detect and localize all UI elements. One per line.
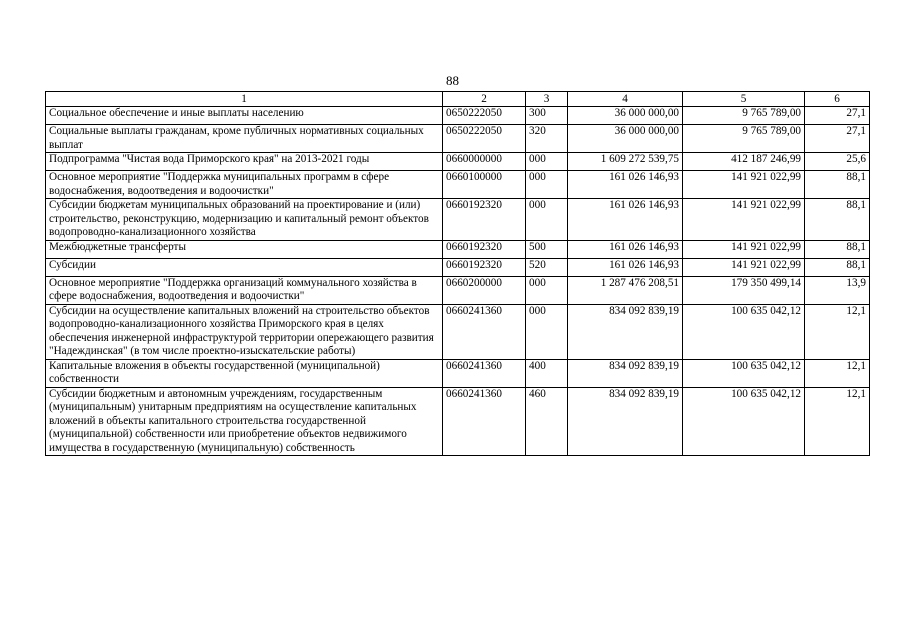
header-cell: 3 bbox=[526, 92, 568, 107]
row-code: 0660200000 bbox=[443, 276, 526, 304]
row-percent: 12,1 bbox=[805, 359, 870, 387]
row-percent: 27,1 bbox=[805, 125, 870, 153]
row-code: 0660241360 bbox=[443, 359, 526, 387]
row-plan: 161 026 146,93 bbox=[568, 171, 683, 199]
row-name: Субсидии bbox=[46, 258, 443, 276]
row-expense-type: 000 bbox=[526, 171, 568, 199]
row-code: 0650222050 bbox=[443, 107, 526, 125]
row-expense-type: 520 bbox=[526, 258, 568, 276]
row-code: 0660241360 bbox=[443, 304, 526, 359]
row-code: 0660000000 bbox=[443, 153, 526, 171]
row-plan: 161 026 146,93 bbox=[568, 258, 683, 276]
row-name: Капитальные вложения в объекты государственной (муниципальной) собственности bbox=[46, 359, 443, 387]
row-fact: 100 635 042,12 bbox=[683, 387, 805, 456]
row-percent: 12,1 bbox=[805, 304, 870, 359]
header-cell: 4 bbox=[568, 92, 683, 107]
table-row bbox=[46, 276, 870, 304]
table-row bbox=[46, 107, 870, 125]
row-plan: 834 092 839,19 bbox=[568, 359, 683, 387]
row-percent: 88,1 bbox=[805, 171, 870, 199]
row-expense-type: 460 bbox=[526, 387, 568, 456]
table-row bbox=[46, 240, 870, 258]
row-fact: 141 921 022,99 bbox=[683, 199, 805, 241]
row-expense-type: 000 bbox=[526, 276, 568, 304]
row-name: Социальное обеспечение и иные выплаты населению bbox=[46, 107, 443, 125]
row-code: 0660192320 bbox=[443, 258, 526, 276]
table-row bbox=[46, 258, 870, 276]
row-fact: 141 921 022,99 bbox=[683, 171, 805, 199]
row-fact: 100 635 042,12 bbox=[683, 304, 805, 359]
row-expense-type: 000 bbox=[526, 199, 568, 241]
row-fact: 141 921 022,99 bbox=[683, 258, 805, 276]
table-row bbox=[46, 199, 870, 241]
row-expense-type: 320 bbox=[526, 125, 568, 153]
row-plan: 1 287 476 208,51 bbox=[568, 276, 683, 304]
row-name: Субсидии бюджетным и автономным учреждениям, государственным (муниципальным) унитарным предприятиям на осуществление капитальных вложений в объекты капитального строительства государственной (муниципальной) собственности или приобретение объектов недвижимого имущества в государственную (муниципальную) собственность bbox=[46, 387, 443, 456]
header-cell: 1 bbox=[46, 92, 443, 107]
row-fact: 412 187 246,99 bbox=[683, 153, 805, 171]
row-plan: 834 092 839,19 bbox=[568, 304, 683, 359]
row-code: 0650222050 bbox=[443, 125, 526, 153]
row-name: Субсидии на осуществление капитальных вложений на строительство объектов водопроводно-канализационного хозяйства Приморского края в целях обеспечения инженерной инфраструктурой территории опережающего развития "Надеждинская" (в том числе проектно-изыскательские работы) bbox=[46, 304, 443, 359]
row-code: 0660100000 bbox=[443, 171, 526, 199]
row-plan: 834 092 839,19 bbox=[568, 387, 683, 456]
row-code: 0660241360 bbox=[443, 387, 526, 456]
row-expense-type: 000 bbox=[526, 304, 568, 359]
row-name: Социальные выплаты гражданам, кроме публичных нормативных социальных выплат bbox=[46, 125, 443, 153]
page-number: 88 bbox=[446, 73, 459, 88]
row-percent: 25,6 bbox=[805, 153, 870, 171]
table-row bbox=[46, 387, 870, 456]
header-row bbox=[46, 92, 870, 107]
row-expense-type: 400 bbox=[526, 359, 568, 387]
table-row bbox=[46, 359, 870, 387]
budget-table bbox=[45, 91, 870, 456]
row-fact: 179 350 499,14 bbox=[683, 276, 805, 304]
row-percent: 88,1 bbox=[805, 240, 870, 258]
row-fact: 9 765 789,00 bbox=[683, 125, 805, 153]
row-percent: 88,1 bbox=[805, 258, 870, 276]
header-cell: 5 bbox=[683, 92, 805, 107]
row-name: Основное мероприятие "Поддержка муниципальных программ в сфере водоснабжения, водоотведения и водоочистки" bbox=[46, 171, 443, 199]
row-percent: 12,1 bbox=[805, 387, 870, 456]
row-plan: 161 026 146,93 bbox=[568, 240, 683, 258]
row-percent: 13,9 bbox=[805, 276, 870, 304]
row-name: Межбюджетные трансферты bbox=[46, 240, 443, 258]
header-cell: 2 bbox=[443, 92, 526, 107]
row-expense-type: 000 bbox=[526, 153, 568, 171]
row-percent: 88,1 bbox=[805, 199, 870, 241]
row-fact: 9 765 789,00 bbox=[683, 107, 805, 125]
row-fact: 141 921 022,99 bbox=[683, 240, 805, 258]
table-row bbox=[46, 304, 870, 359]
row-name: Подпрограмма "Чистая вода Приморского края" на 2013-2021 годы bbox=[46, 153, 443, 171]
row-plan: 161 026 146,93 bbox=[568, 199, 683, 241]
row-expense-type: 300 bbox=[526, 107, 568, 125]
row-percent: 27,1 bbox=[805, 107, 870, 125]
table-row bbox=[46, 125, 870, 153]
header-cell: 6 bbox=[805, 92, 870, 107]
row-plan: 36 000 000,00 bbox=[568, 107, 683, 125]
table-row bbox=[46, 153, 870, 171]
table-row bbox=[46, 171, 870, 199]
row-plan: 36 000 000,00 bbox=[568, 125, 683, 153]
row-expense-type: 500 bbox=[526, 240, 568, 258]
row-code: 0660192320 bbox=[443, 240, 526, 258]
row-name: Основное мероприятие "Поддержка организаций коммунального хозяйства в сфере водоснабжения, водоотведения и водоочистки" bbox=[46, 276, 443, 304]
row-plan: 1 609 272 539,75 bbox=[568, 153, 683, 171]
row-name: Субсидии бюджетам муниципальных образований на проектирование и (или) строительство, реконструкцию, модернизацию и капитальный ремонт объектов водопроводно-канализационного хозяйства bbox=[46, 199, 443, 241]
row-code: 0660192320 bbox=[443, 199, 526, 241]
row-fact: 100 635 042,12 bbox=[683, 359, 805, 387]
